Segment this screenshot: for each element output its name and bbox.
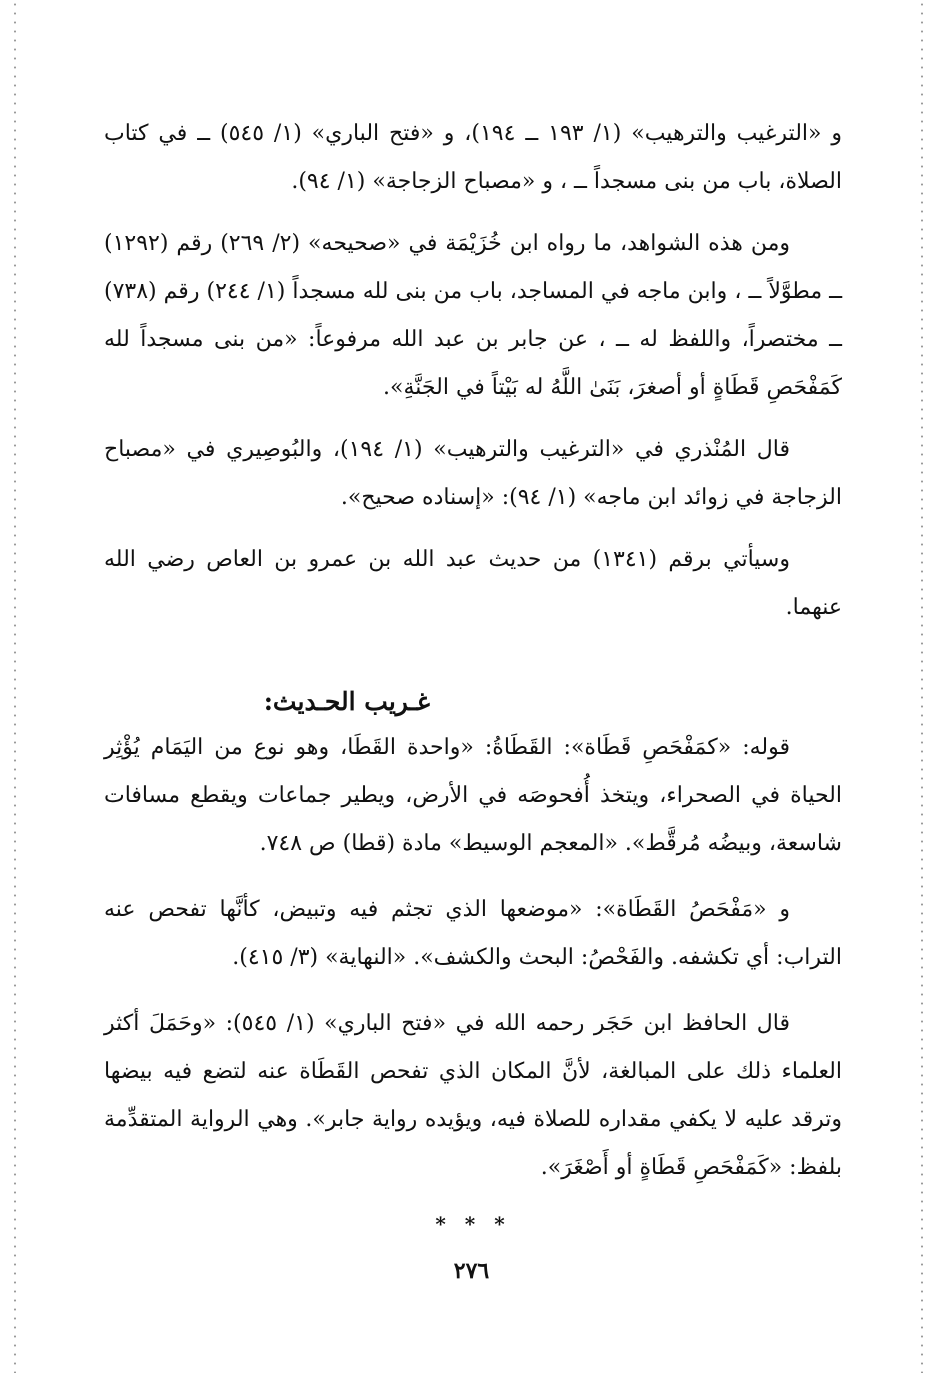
section-separator: * * * [435,1212,511,1236]
gloss-paragraph-ibn-hajar: قال الحافظ ابن حَجَر رحمه الله في «فتح الباري» (١/ ٥٤٥): «وحَمَلَ أكثر العلماء ذلك على المبالغة، لأنَّ المكان الذي تفحص القَطَاة عنه لتضع فيه بيضها وترقد عليه لا يكفي مقداره للصلاة فيه، ويؤيده رواية جابر». وهي الرواية المتقدِّمة بلفظ: «كَمَفْحَصِ قَطَاةٍ أو أَصْغَرَ». [104,1011,842,1180]
page-content [104,110,842,1242]
paragraph-sources: و «الترغيب والترهيب» (١/ ١٩٣ ــ ١٩٤)، و «فتح الباري» (١/ ٥٤٥) ــ في كتاب الصلاة، باب من بنى مسجداً ــ ، و «مصباح الزجاجة» (١/ ٩٤). [104,121,842,194]
section-heading: غـريب الحـديث: [263,687,430,716]
left-edge-dots [14,0,16,1373]
paragraph-grading: قال المُنْذري في «الترغيب والترهيب» (١/ ١٩٤)، والبُوصِيري في «مصباح الزجاجة في زوائد ابن ماجه» (١/ ٩٤): «إسناده صحيح». [104,437,842,510]
paragraph-cross-reference: وسيأتي برقم (١٣٤١) من حديث عبد الله بن عمرو بن العاص رضي الله عنهما. [104,547,842,620]
gloss-paragraph-qata: قوله: «كمَفْحَصِ قَطَاة»: القَطَاةُ: «واحدة القَطَا، وهو نوع من اليَمَام يُؤْثِر الحياة في الصحراء، ويتخذ أُفحوصَه في الأرض، ويطير جماعات ويقطع مسافات شاسعة، وبيضُه مُرقَّط». «المعجم الوسيط» مادة (قطا) ص ٧٤٨. [104,735,842,856]
gloss-paragraph-mafhas: و «مَفْحَصُ القَطَاة»: «موضعها الذي تجثم فيه وتبيض، كأنَّها تفحص عنه التراب: أي تكشفه. والفَحْصُ: البحث والكشف». «النهاية» (٣/ ٤١٥). [104,897,842,970]
paragraph-witnesses: ومن هذه الشواهد، ما رواه ابن خُزَيْمَة في «صحيحه» (٢/ ٢٦٩) رقم (١٢٩٢) ــ مطوَّلاً ــ ، وابن ماجه في المساجد، باب من بنى لله مسجداً (١/ ٢٤٤) رقم (٧٣٨) ــ مختصراً، واللفظ له ــ ، عن جابر بن عبد الله مرفوعاً: «من بنى مسجداً لله كَمَفْحَصِ قَطَاةٍ أو أصغرَ، بَنَىٰ اللَّهُ له بَيْتاً في الجَنَّةِ». [104,231,843,400]
page-number: ٢٧٦ [453,1258,490,1284]
right-edge-dots [921,0,923,1373]
